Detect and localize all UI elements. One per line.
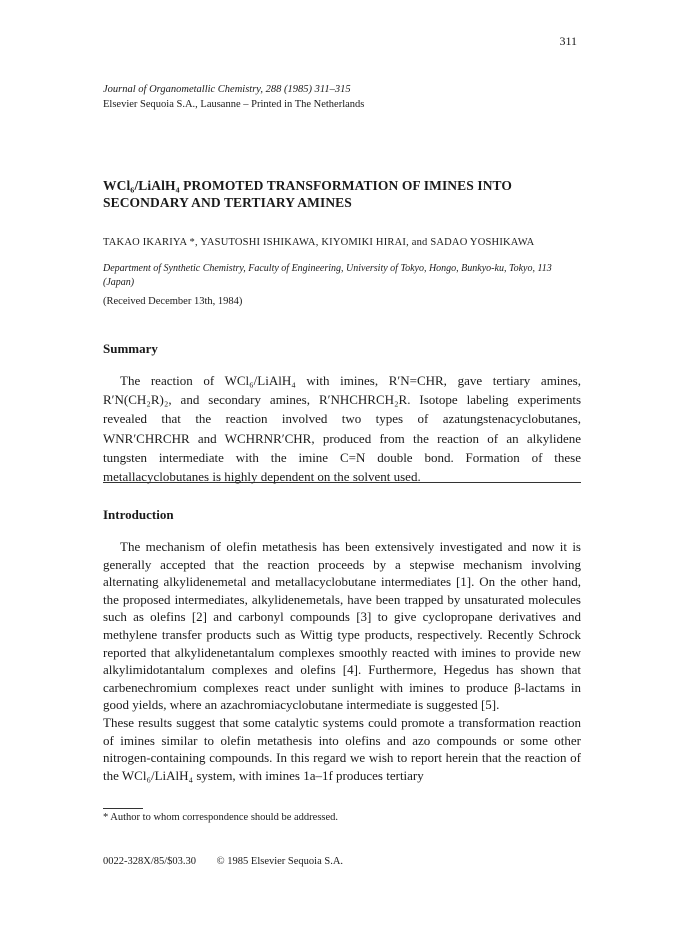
received-date: (Received December 13th, 1984) xyxy=(103,296,243,307)
publisher-line: Elsevier Sequoia S.A., Lausanne – Printed in The Netherlands xyxy=(103,99,365,110)
copyright-notice: © 1985 Elsevier Sequoia S.A. xyxy=(216,856,344,867)
footnote-rule xyxy=(103,808,143,809)
section-divider xyxy=(103,482,581,483)
journal-reference: Journal of Organometallic Chemistry, 288 (1985) 311–315 xyxy=(103,84,351,95)
page-number: 311 xyxy=(559,34,577,48)
summary-heading: Summary xyxy=(103,341,158,356)
intro-paragraph-2: These results suggest that some catalytic systems could promote a transformation reaction of imines similar to olefin metathesis into olefins and azo compounds or some other nitrogen-containing compounds. In this regard we wish to report herein that the reaction of the WCl₆/LiAlH₄ system, with imines 1a–1f produces tertiary xyxy=(103,714,581,783)
authors: TAKAO IKARIYA *, YASUTOSHI ISHIKAWA, KIYOMIKI HIRAI, and SADAO YOSHIKAWA xyxy=(103,237,535,248)
journal-citation xyxy=(103,82,364,112)
summary-text: The reaction of WCl₆/LiAlH₄ with imines, R′N=CHR, gave tertiary amines, R′N(CH₂R)₂, and secondary amines, R′NHCHRCH₂R. Isotope labeling experiments revealed that the reaction involved two types of azatungstenacyclobutanes, WNR′CHRCHR and WCHRNR′CHR, produced from the reaction of an alkylidene tungsten intermediate with the imine C=N double bond. Formation of these metallacyclobutanes is highly dependent on the solvent used. xyxy=(103,373,581,485)
affiliation: Department of Synthetic Chemistry, Faculty of Engineering, University of Tokyo, Hongo, Bunkyo-ku, Tokyo, 113 (Japan) xyxy=(103,263,552,288)
footer xyxy=(103,856,343,867)
introduction-body xyxy=(103,538,581,784)
intro-paragraph-1: The mechanism of olefin metathesis has been extensively investigated and now it is generally accepted that the reaction proceeds by a stepwise mechanism involving alternating alkylidenemetal and metallacyclobutane intermediates [1]. On the other hand, the proposed intermediates, alkylidenemetals, have been trapped by unsaturated molecules such as olefins [2] and carbonyl compounds [3] to give cyclopropane derivatives and methylene transfer products such as Wittig type products, respectively. Recently Schrock reported that alkylidenetantalum complexes smoothly reacted with imines to provide new alkylimidotantalum complexes and olefins [4]. Furthermore, Hegedus has shown that carbenechromium complexes react under sunlight with imines to produce β-lactams in good yields, where an azachromiacyclobutane intermediate is suggested [5]. xyxy=(103,539,581,713)
introduction-heading: Introduction xyxy=(103,507,174,522)
issn-price-code: 0022-328X/85/$03.30 xyxy=(103,856,197,867)
footnote: * Author to whom correspondence should be addressed. xyxy=(103,812,339,823)
article-title: WCl₆/LiAlH₄ PROMOTED TRANSFORMATION OF IMINES INTO SECONDARY AND TERTIARY AMINES xyxy=(103,178,513,210)
